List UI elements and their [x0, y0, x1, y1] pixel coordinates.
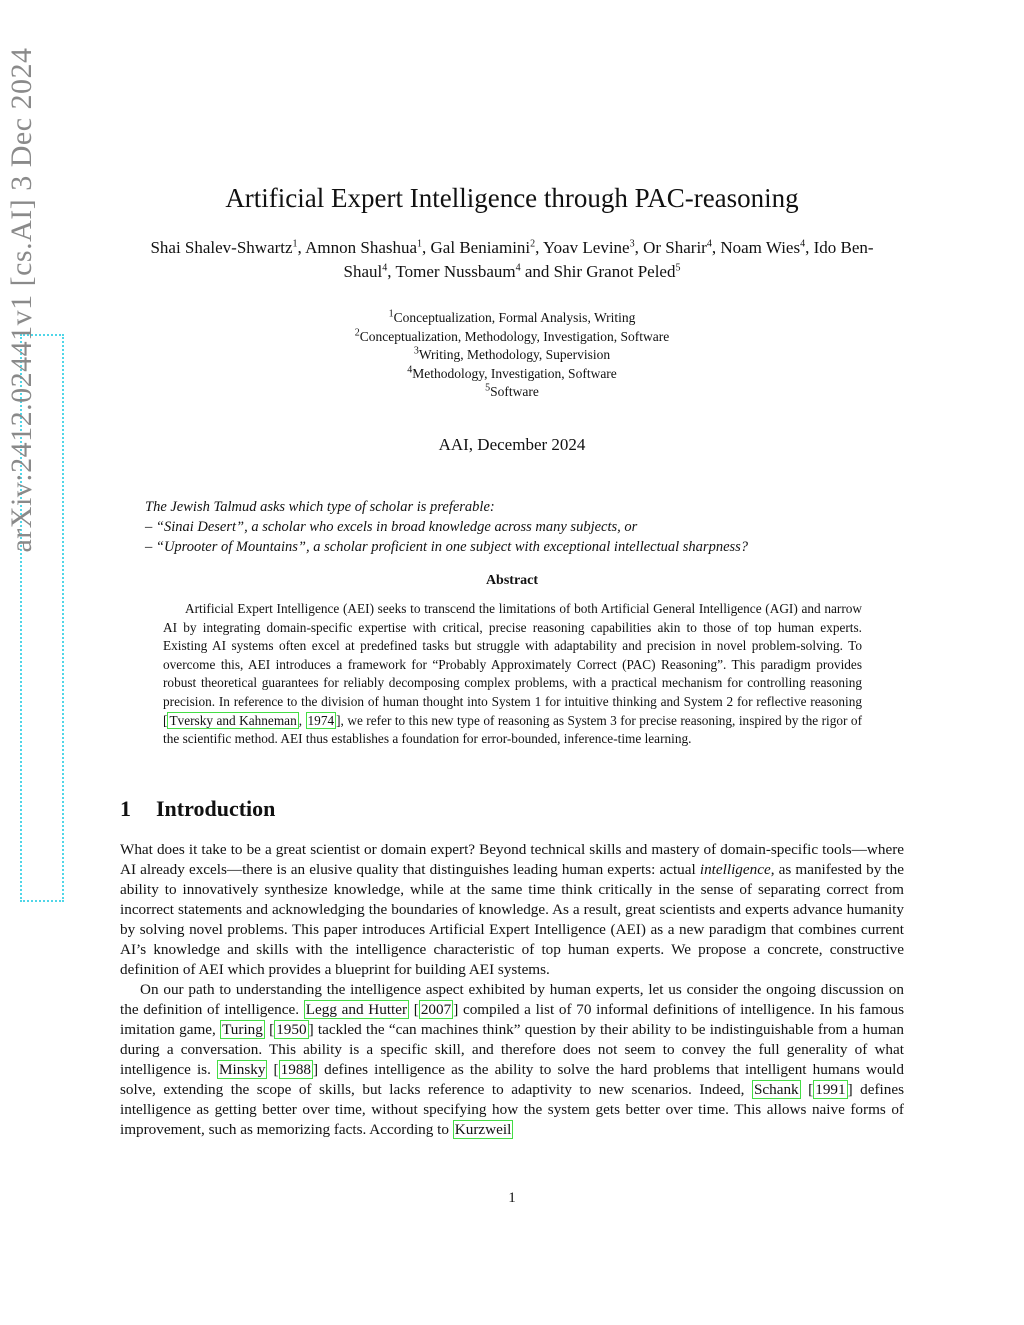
author-name: Yoav Levine [543, 238, 630, 257]
abstract-text: ], we refer to this new type of reasoning as System 3 for precise reasoning, inspired by the rigor of the scientific method. AEI thus establishes a foundation for error-bounded, inference-time learning. [163, 712, 863, 747]
epigraph-line: – “Uprooter of Mountains”, a scholar proficient in one subject with exceptional intellectual sharpness? [145, 539, 749, 555]
author-list: Shai Shalev-Shwartz$^1$, Amnon Shashua$^1$, Gal Beniamini$^2$, Yoav Levine$^3$, Or Sharir$^4$, Noam Wies$^4$, Ido Ben-Shaul$^4$, Tomer Nussbaum$^4$ and Shir Granot Peled$^5$ [150, 238, 874, 281]
section-number: 1 [120, 796, 131, 821]
author-sup: 1 [417, 238, 423, 250]
contribution-line [0, 365, 1024, 384]
citation-link[interactable]: 1974 [307, 712, 335, 728]
citation-link[interactable]: Kurzweil [454, 1121, 512, 1138]
citation-link[interactable]: Legg and Hutter [305, 1001, 408, 1018]
author-sup: 1 [292, 238, 298, 250]
citation-link[interactable]: Minsky [219, 1061, 266, 1078]
author-name: Ido Ben-Shaul [343, 238, 874, 281]
paragraph-text: ] tackled the “can machines think” question by their ability to be indistinguishable from a human during a conversation. This ability is a specific skill, and therefore does not seem to convey the full generality of what intelligence is. [120, 1021, 904, 1078]
abstract-text: Artificial Expert Intelligence (AEI) seeks to transcend the limitations of both Artificial General Intelligence (AGI) and narrow AI by integrating domain-specific expertise with critical, precise reasoning capabilities akin to those of top human experts. Existing AI systems often excel at predefined tasks but struggle with adaptability and precision in novel problem-solving. To overcome this, AEI introduces a framework for “Probably Approximately Correct (PAC) Reasoning”. This paradigm provides robust theoretical guarantees for reliably decomposing complex problems, with a practical mechanism for controlling reasoning precision. In reference to the division of human thought into System 1 for intuitive thinking and System 2 for reflective reasoning [163, 601, 862, 709]
paragraph-text: What does it take to be a great scientist or domain expert? Beyond technical skills and mastery of domain-specific tools—where AI already excels—there is an elusive quality that distinguishes leading human experts: actual [120, 841, 904, 878]
contribution-text: Conceptualization, Formal Analysis, Writing [393, 310, 636, 325]
contribution-text: Conceptualization, Methodology, Investigation, Software [359, 328, 670, 344]
contribution-list [0, 309, 1024, 402]
paragraph-text: , as manifested by the ability to innovatively synthesize knowledge, while at the same time think critically in the sense of separating correct from incorrect statements and acknowledging the boundaries of knowledge. As a result, great scientists and experts advance humanity by solving novel problems. This paper introduces Artificial Expert Intelligence (AEI) as a new paradigm that combines current AI’s knowledge and skills with the intelligence characteristic of top human experts. We propose a concrete, constructive definition of AEI which provides a blueprint for building AEI systems. [120, 861, 904, 978]
citation-link[interactable]: 1988 [280, 1061, 311, 1078]
paragraph-text: ] defines intelligence as the ability to solve the hard problems that intelligent humans would solve, extending the scope of skills, but lacks reference to adaptivity to new scenarios. Indeed, [120, 1061, 904, 1098]
contribution-line [0, 328, 1024, 347]
author-name: Shir Granot Peled [553, 262, 676, 281]
paper-title: Artificial Expert Intelligence through PAC-reasoning [225, 183, 799, 213]
contribution-line [0, 309, 1024, 328]
epigraph-line: – “Sinai Desert”, a scholar who excels in broad knowledge across many subjects, or [145, 519, 638, 535]
paragraph: On our path to understanding the intelligence aspect exhibited by human experts, let us consider the ongoing discussion on the definition of intelligence. Legg and Hutter [ 2007 ] compiled a list of 70 informal definitions of intelligence. In his famous imitation game, Turing [ 1950 ] tackled the “can machines think” question by their ability to be indistinguishable from a human during a conversation. This ability is a specific skill, and therefore does not seem to convey the full generality of what intelligence is. Minsky [ 1988 ] defines intelligence as the ability to solve the hard problems that intelligent humans would solve, extending the scope of skills, but lacks reference to adaptivity to new scenarios. Indeed, Schank [ 1991 ] defines intelligence as getting better over time, without specifying how the system gets better over time. This allows naive forms of improvement, such as memorizing facts. According to Kurzweil [120, 981, 904, 1138]
author-name: Amnon Shashua [305, 238, 418, 257]
citation-link[interactable]: 2007 [420, 1001, 452, 1018]
citation-separator: , [298, 712, 306, 728]
contribution-line [0, 383, 1024, 402]
contribution-sup: 5 [485, 382, 491, 394]
abstract-heading: Abstract [485, 573, 539, 588]
introduction-body [120, 840, 904, 1140]
citation-link[interactable]: Tversky and Kahneman [169, 712, 297, 728]
epigraph-line: The Jewish Talmud asks which type of scholar is preferable: [145, 499, 495, 515]
author-sup: 4 [515, 262, 521, 274]
author-sup: 4 [706, 238, 712, 250]
abstract-body: Artificial Expert Intelligence (AEI) seeks to transcend the limitations of both Artificial General Intelligence (AGI) and narrow AI by integrating domain-specific expertise with critical, precise reasoning capabilities akin to those of top human experts. Existing AI systems often excel at predefined tasks but struggle with adaptability and precision in novel problem-solving. To overcome this, AEI introduces a framework for “Probably Approximately Correct (PAC) Reasoning”. This paradigm provides robust theoretical guarantees for reliably decomposing complex problems, with a practical mechanism for controlling reasoning precision. In reference to the division of human thought into System 1 for intuitive thinking and System 2 for reflective reasoning [ Tversky and Kahneman , 1974 ], we refer to this new type of reasoning as System 3 for precise reasoning, inspired by the rigor of the scientific method. AEI thus establishes a foundation for error-bounded, inference-time learning. [163, 601, 863, 747]
contribution-sup: 3 [413, 345, 419, 357]
citation-link[interactable]: Schank [753, 1081, 799, 1098]
citation-link[interactable]: Turing [222, 1021, 263, 1038]
author-sup: 5 [675, 262, 681, 274]
contribution-line [0, 346, 1024, 365]
author-name: Shai Shalev-Shwartz [150, 238, 293, 257]
section-heading [120, 796, 275, 822]
arxiv-identifier[interactable]: arXiv:2412.02441v1 [cs.AI] 3 Dec 2024 [5, 47, 38, 553]
contribution-sup: 4 [407, 364, 413, 375]
citation-link[interactable]: 1991 [815, 1081, 846, 1098]
contribution-sup: 2 [354, 327, 360, 338]
emphasis-text: intelligence [699, 861, 771, 878]
contribution-text: Writing, Methodology, Supervision [418, 347, 611, 362]
author-sup: 2 [530, 238, 536, 250]
paragraph-text: On our path to understanding the intelligence aspect exhibited by human experts, let us consider the ongoing discussion on the definition of intelligence. [120, 981, 904, 1018]
page-number: 1 [508, 1190, 516, 1206]
author-sup: 3 [629, 238, 635, 250]
author-name: Tomer Nussbaum [395, 262, 516, 281]
author-sup: 4 [800, 238, 806, 250]
author-name: Noam Wies [720, 238, 801, 257]
paragraph-text: ] defines intelligence as getting better over time, without specifying how the system gets better over time. This allows naive forms of improvement, such as memorizing facts. According to [120, 1081, 904, 1138]
contribution-sup: 1 [388, 308, 394, 320]
citation-link[interactable]: 1950 [276, 1021, 307, 1038]
author-sup: 4 [382, 262, 388, 274]
affiliation-date: AAI, December 2024 [438, 435, 586, 454]
contribution-text: Methodology, Investigation, Software [412, 365, 617, 381]
paragraph [120, 840, 904, 980]
author-name: Gal Beniamini [430, 238, 531, 257]
epigraph [145, 497, 905, 557]
author-name: Or Sharir [643, 238, 707, 257]
section-title: Introduction [156, 796, 276, 821]
contribution-text: Software [490, 384, 539, 399]
paragraph-text: ] compiled a list of 70 informal definitions of intelligence. In his famous imitation game, [120, 1001, 904, 1038]
